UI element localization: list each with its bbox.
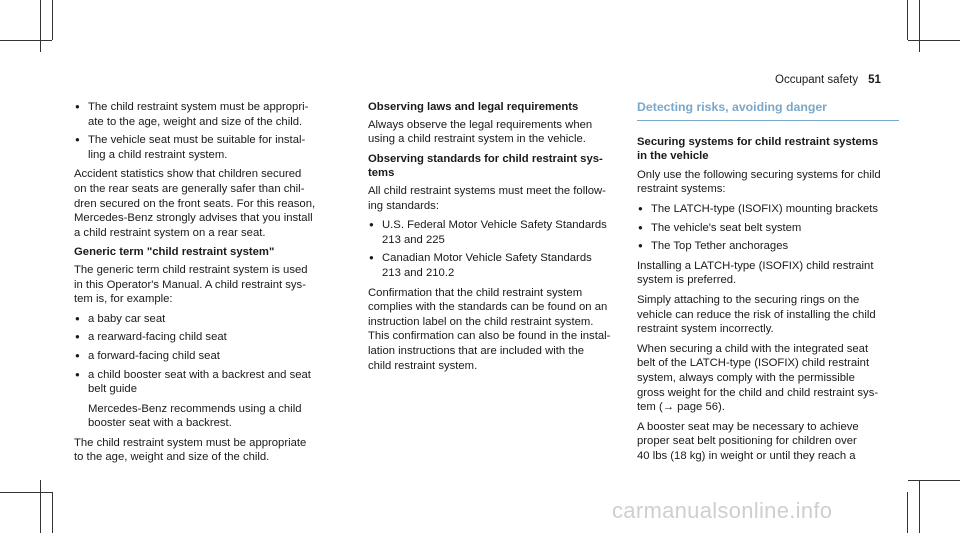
- crop-mark: [907, 492, 908, 533]
- list-item: ● U.S. Federal Motor Vehicle Safety Standards 213 and 225: [368, 218, 630, 247]
- list-item: ● The vehicle seat must be suitable for instal- ling a child restraint system.: [74, 133, 356, 162]
- crop-mark: [908, 480, 960, 481]
- crop-mark: [907, 0, 908, 40]
- crop-mark: [919, 0, 920, 52]
- paragraph: Confirmation that the child restraint system complies with the standards can be found on an instruction label on the child restraint system. This confirmation can also be found in the instal- lation instructions that are included with the child restraint system.: [368, 286, 611, 372]
- paragraph: Simply attaching to the securing rings on the vehicle can reduce the risk of installing the child restraint system incorrectly.: [637, 293, 876, 336]
- list-item: ● a child booster seat with a backrest and seat belt guide: [74, 368, 356, 397]
- bullet-list: [637, 202, 899, 254]
- crop-mark: [919, 480, 920, 533]
- list-item: ● The child restraint system must be appropri- ate to the age, weight and size of the child.: [74, 100, 356, 129]
- list-item: ● a baby car seat: [74, 312, 356, 327]
- column-middle: [368, 100, 630, 378]
- paragraph: Always observe the legal requirements when using a child restraint system in the vehicle.: [368, 118, 593, 146]
- bullet-list: [368, 218, 630, 280]
- section-divider: [637, 120, 899, 121]
- paragraph: The generic term child restraint system is used in this Operator's Manual. A child restraint sys- tem is, for example:: [74, 263, 308, 306]
- column-left: [74, 100, 356, 470]
- indented-note: Mercedes-Benz recommends using a child booster seat with a backrest.: [88, 402, 302, 430]
- crop-mark: [40, 0, 41, 52]
- list-item: ● a forward-facing child seat: [74, 349, 356, 364]
- paragraph: The child restraint system must be appropriate to the age, weight and size of the child.: [74, 436, 307, 464]
- watermark: carmanualsonline.info: [612, 498, 833, 523]
- page-header: [775, 73, 881, 88]
- bullet-list: [74, 100, 356, 162]
- section-heading: Observing laws and legal requirements: [368, 101, 579, 113]
- crop-mark: [0, 492, 52, 493]
- paragraph: A booster seat may be necessary to achieve proper seat belt positioning for children over 40 lbs (18 kg) in weight or until they reach a: [637, 420, 859, 462]
- paragraph: Only use the following securing systems for child restraint systems:: [637, 168, 881, 196]
- paragraph: Accident statistics show that children secured on the rear seats are generally safer than chil- dren secured on the front seats. For this reason, Mercedes-Benz strongly advises that you install a child restraint system on a rear seat.: [74, 168, 316, 239]
- list-item: ● The Top Tether anchorages: [637, 239, 899, 254]
- paragraph: Installing a LATCH-type (ISOFIX) child restraint system is preferred.: [637, 259, 874, 287]
- section-heading: Observing standards for child restraint sys- tems: [368, 152, 603, 180]
- section-title: Detecting risks, avoiding danger: [637, 100, 827, 114]
- bullet-list: [74, 312, 356, 397]
- list-item: ● The vehicle's seat belt system: [637, 221, 899, 236]
- section-heading: Securing systems for child restraint systems in the vehicle: [637, 135, 879, 163]
- paragraph: When securing a child with the integrated seat belt of the LATCH-type (ISOFIX) child restraint system, always comply with the permissible gross weight for the child and child restraint sys- tem (→ page 56).: [637, 342, 879, 414]
- page-number: 51: [868, 74, 881, 86]
- paragraph: All child restraint systems must meet the follow- ing standards:: [368, 184, 606, 212]
- crop-mark: [0, 40, 52, 41]
- list-item: ● a rearward-facing child seat: [74, 330, 356, 345]
- header-title: Occupant safety: [775, 74, 859, 86]
- list-item: ● The LATCH-type (ISOFIX) mounting brackets: [637, 202, 899, 217]
- section-heading: Generic term "child restraint system": [74, 246, 275, 259]
- crop-mark: [908, 40, 960, 41]
- crop-mark: [40, 480, 41, 533]
- crop-mark: [52, 492, 53, 533]
- column-right: [637, 100, 899, 468]
- crop-mark: [52, 0, 53, 40]
- list-item: ● Canadian Motor Vehicle Safety Standards 213 and 210.2: [368, 251, 630, 280]
